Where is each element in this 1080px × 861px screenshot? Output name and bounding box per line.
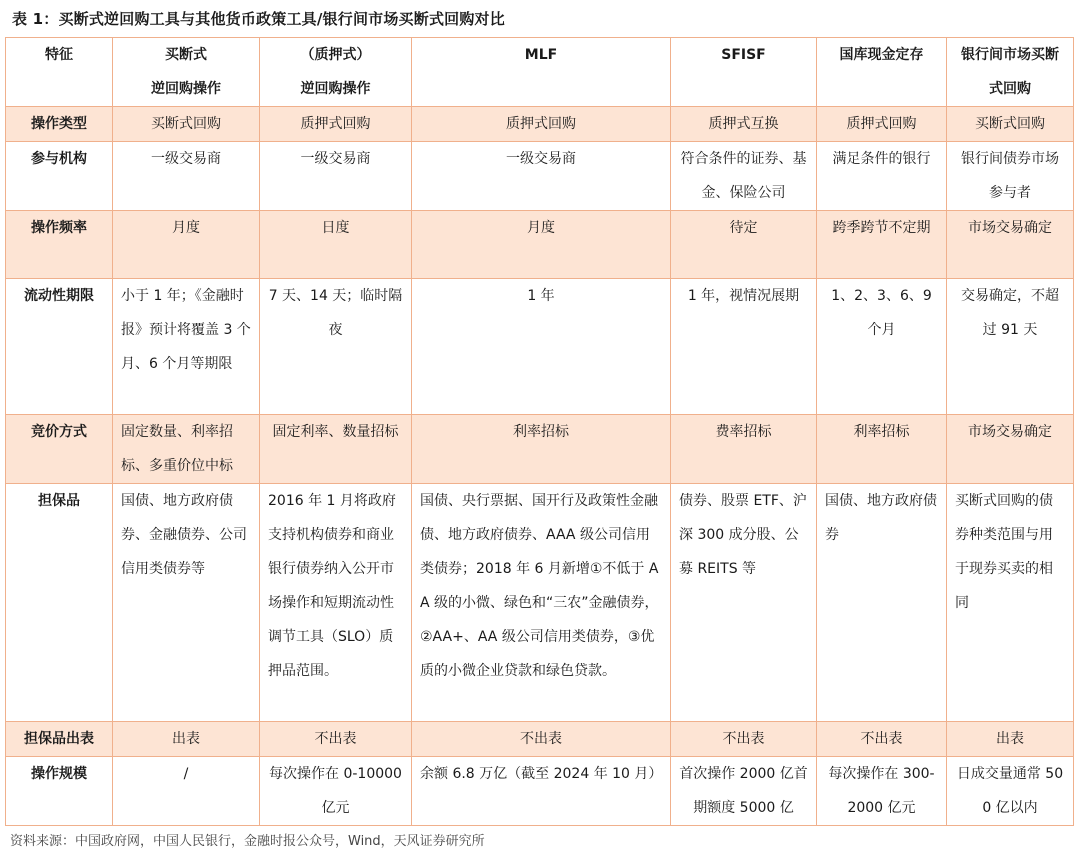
- table-row: [6, 722, 1074, 757]
- table-cell: 首次操作 2000 亿首期额度 5000 亿: [671, 757, 817, 826]
- table-cell: 固定数量、利率招标、多重价位中标: [113, 415, 260, 484]
- table-cell: 每次操作在 300-2000 亿元: [817, 757, 947, 826]
- row-label: 担保品出表: [6, 722, 113, 757]
- table-cell: 不出表: [817, 722, 947, 757]
- table-caption: 表 1：买断式逆回购工具与其他货币政策工具/银行间市场买断式回购对比: [12, 10, 505, 28]
- table-row: [6, 415, 1074, 484]
- row-label: 竞价方式: [6, 415, 113, 484]
- header-mlf: MLF: [412, 38, 671, 107]
- comparison-table: [5, 37, 1074, 826]
- table-cell: 质押式回购: [260, 107, 412, 142]
- table-cell: 一级交易商: [113, 142, 260, 211]
- header-interbank-outright-repo: 银行间市场买断式回购: [947, 38, 1074, 107]
- table-cell: 国债、地方政府债券: [817, 484, 947, 722]
- table-cell: 符合条件的证券、基金、保险公司: [671, 142, 817, 211]
- comparison-table-wrapper: [5, 37, 1075, 826]
- row-label: 参与机构: [6, 142, 113, 211]
- table-cell: 买断式回购: [947, 107, 1074, 142]
- table-cell: 日度: [260, 211, 412, 279]
- row-label: 担保品: [6, 484, 113, 722]
- table-cell: 市场交易确定: [947, 415, 1074, 484]
- table-row: [6, 757, 1074, 826]
- table-cell: 利率招标: [412, 415, 671, 484]
- row-label: 操作频率: [6, 211, 113, 279]
- table-cell: 余额 6.8 万亿（截至 2024 年 10 月）: [412, 757, 671, 826]
- table-cell: 质押式回购: [817, 107, 947, 142]
- table-cell: 质押式回购: [412, 107, 671, 142]
- table-cell: 出表: [113, 722, 260, 757]
- header-outright-reverse-repo: 买断式 逆回购操作: [113, 38, 260, 107]
- table-cell: 2016 年 1 月将政府支持机构债券和商业银行债券纳入公开市场操作和短期流动性调节工具（SLO）质押品范围。: [260, 484, 412, 722]
- table-cell: 1 年，视情况展期: [671, 279, 817, 415]
- source-note: 资料来源：中国政府网，中国人民银行，金融时报公众号，Wind，天风证券研究所: [10, 834, 485, 849]
- table-cell: 质押式互换: [671, 107, 817, 142]
- table-cell: 费率招标: [671, 415, 817, 484]
- table-cell: 每次操作在 0-10000 亿元: [260, 757, 412, 826]
- header-sfisf: SFISF: [671, 38, 817, 107]
- table-cell: 一级交易商: [412, 142, 671, 211]
- table-cell: 月度: [113, 211, 260, 279]
- table-cell: 国债、央行票据、国开行及政策性金融债、地方政府债券、AAA 级公司信用类债券；2018 年 6 月新增①不低于 AA 级的小微、绿色和“三农”金融债券，②AA+、AA 级公司信用类债券，③优质的小微企业贷款和绿色贷款。: [412, 484, 671, 722]
- table-row: [6, 107, 1074, 142]
- header-feature: 特征: [6, 38, 113, 107]
- table-cell: 国债、地方政府债券、金融债券、公司信用类债券等: [113, 484, 260, 722]
- table-cell: 利率招标: [817, 415, 947, 484]
- table-cell: 买断式回购的债券种类范围与用于现券买卖的相同: [947, 484, 1074, 722]
- table-cell: 待定: [671, 211, 817, 279]
- table-cell: /: [113, 757, 260, 826]
- row-label: 操作规模: [6, 757, 113, 826]
- table-cell: 1、2、3、6、9 个月: [817, 279, 947, 415]
- table-cell: 买断式回购: [113, 107, 260, 142]
- header-treasury-deposit: 国库现金定存: [817, 38, 947, 107]
- table-row: [6, 211, 1074, 279]
- table-cell: 不出表: [671, 722, 817, 757]
- row-label: 操作类型: [6, 107, 113, 142]
- table-row: [6, 142, 1074, 211]
- table-cell: 固定利率、数量招标: [260, 415, 412, 484]
- table-cell: 7 天、14 天；临时隔夜: [260, 279, 412, 415]
- table-cell: 一级交易商: [260, 142, 412, 211]
- table-cell: 满足条件的银行: [817, 142, 947, 211]
- table-cell: 交易确定，不超过 91 天: [947, 279, 1074, 415]
- table-cell: 出表: [947, 722, 1074, 757]
- table-cell: 不出表: [260, 722, 412, 757]
- table-cell: 债券、股票 ETF、沪深 300 成分股、公募 REITS 等: [671, 484, 817, 722]
- table-row: [6, 484, 1074, 722]
- table-cell: 跨季跨节不定期: [817, 211, 947, 279]
- table-cell: 不出表: [412, 722, 671, 757]
- header-row: [6, 38, 1074, 107]
- table-cell: 银行间债券市场参与者: [947, 142, 1074, 211]
- table-cell: 市场交易确定: [947, 211, 1074, 279]
- table-row: [6, 279, 1074, 415]
- table-cell: 小于 1 年；《金融时报》预计将覆盖 3 个月、6 个月等期限: [113, 279, 260, 415]
- header-pledged-reverse-repo: （质押式） 逆回购操作: [260, 38, 412, 107]
- table-cell: 月度: [412, 211, 671, 279]
- table-cell: 日成交量通常 500 亿以内: [947, 757, 1074, 826]
- table-cell: 1 年: [412, 279, 671, 415]
- row-label: 流动性期限: [6, 279, 113, 415]
